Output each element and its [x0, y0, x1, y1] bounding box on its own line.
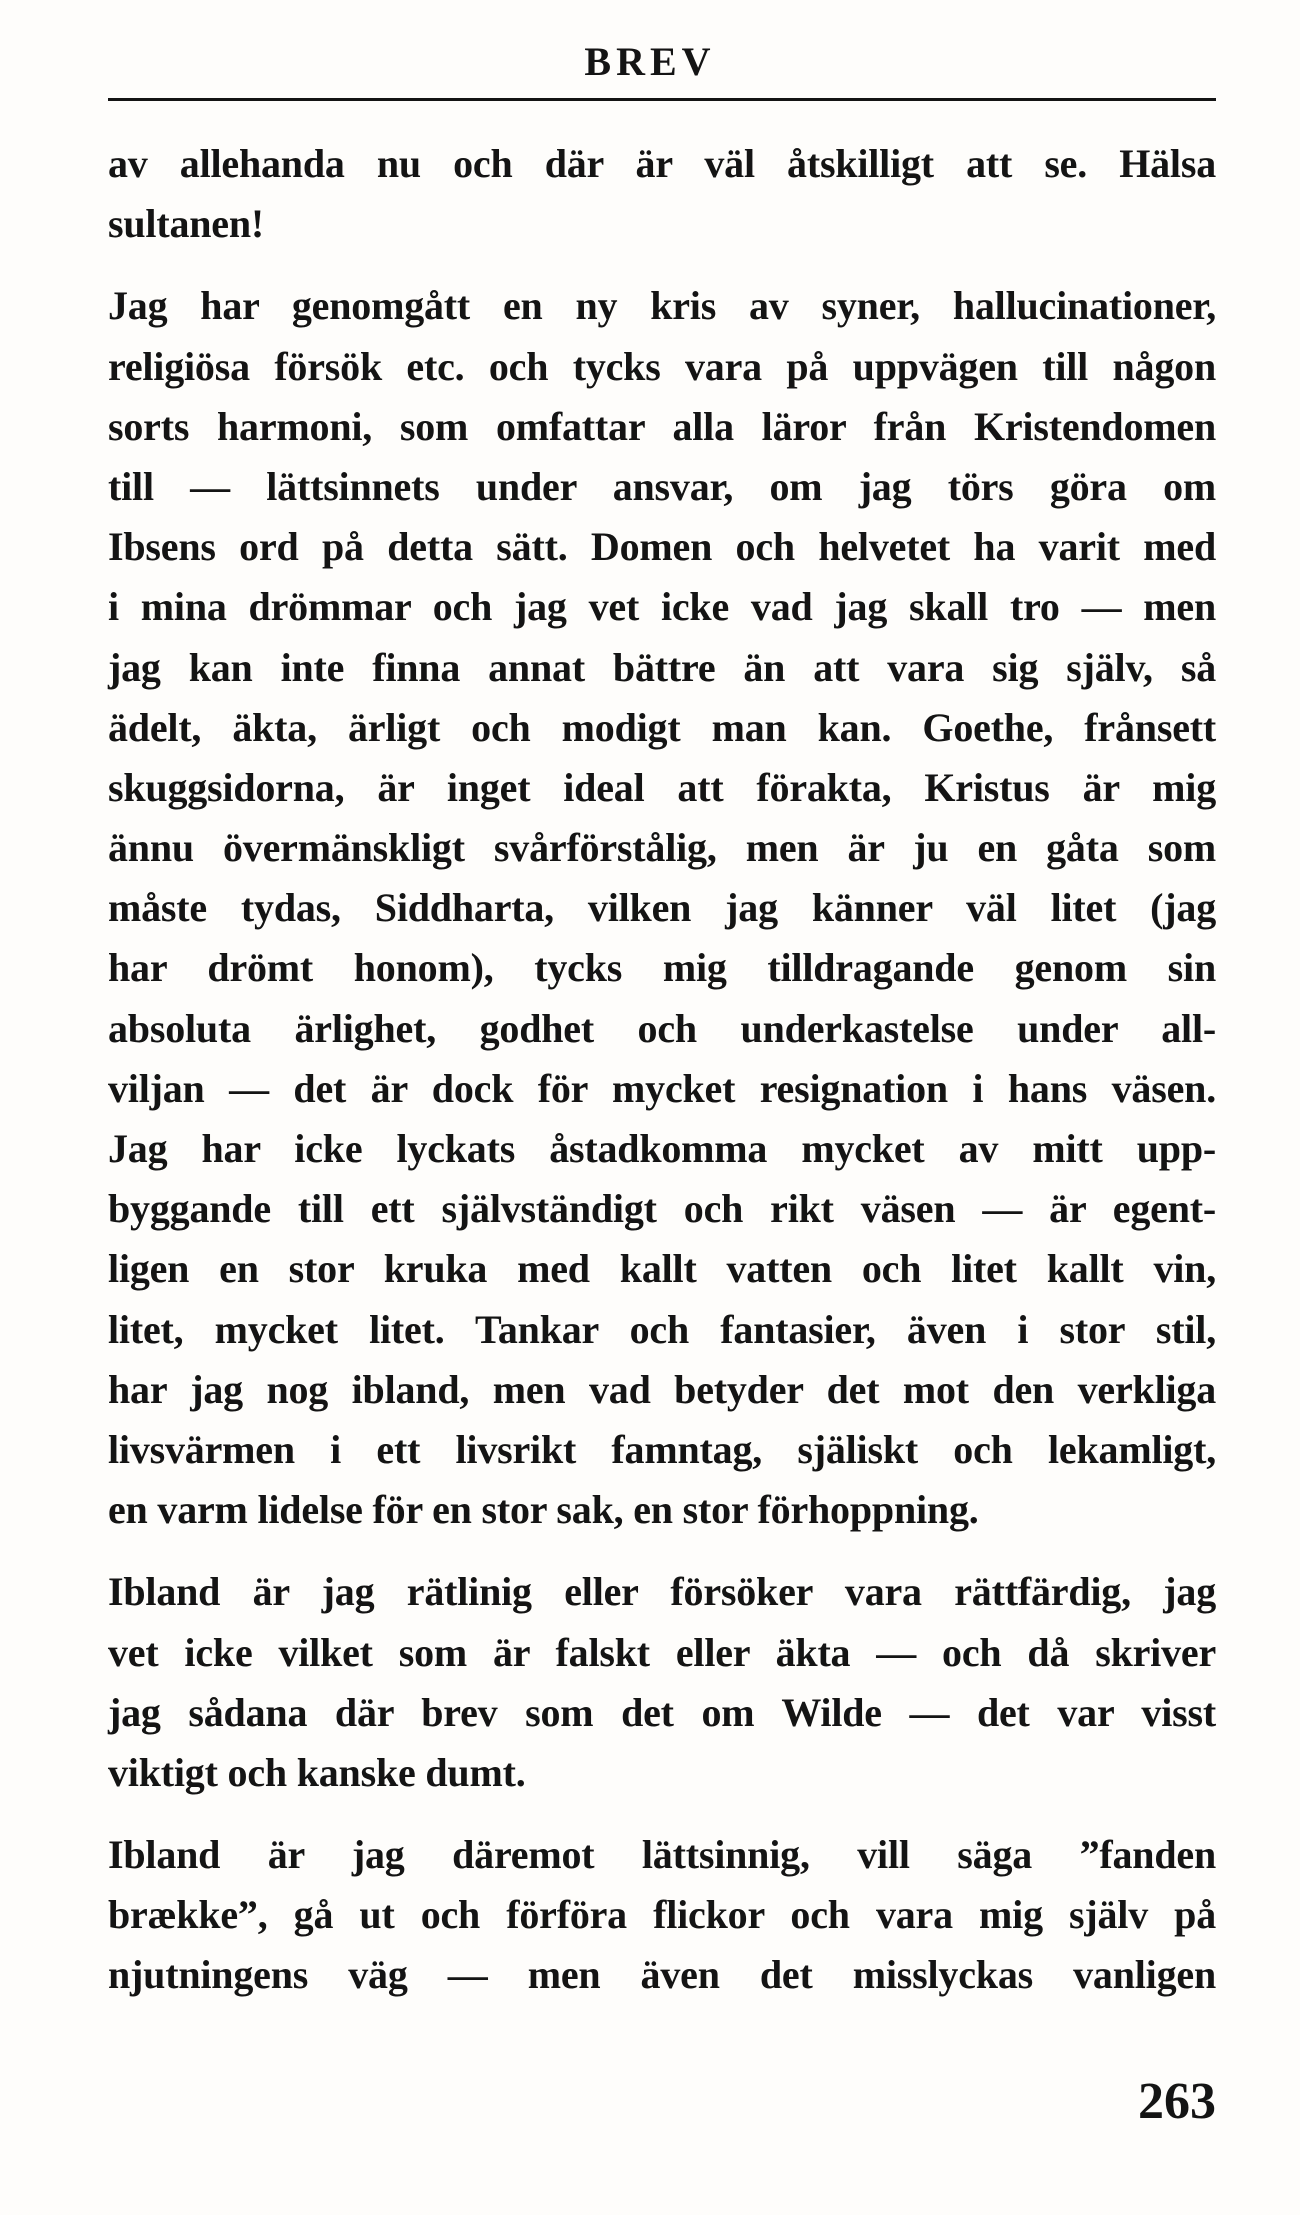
page-number: 263	[1138, 2073, 1216, 2130]
text-line: Ibland är jag rätlinig eller försöker vara rättfärdig, jag	[108, 1569, 1216, 1615]
text-line: ligen en stor kruka med kallt vatten och litet kallt vin,	[108, 1246, 1216, 1292]
running-head: BREV	[584, 39, 716, 84]
text-line: har jag nog ibland, men vad betyder det mot den verkliga	[108, 1366, 1216, 1412]
text-line: Ibland är jag däremot lättsinnig, vill säga ”fanden	[108, 1832, 1216, 1878]
text-line: viktigt och kanske dumt.	[108, 1749, 526, 1795]
text-line: absoluta ärlighet, godhet och underkastelse under all-	[108, 1005, 1216, 1051]
text-line: ädelt, äkta, ärligt och modigt man kan. Goethe, frånsett	[108, 704, 1216, 750]
text-line: jag sådana där brev som det om Wilde — det var visst	[108, 1689, 1216, 1735]
text-line: sultanen!	[108, 201, 265, 247]
body-text	[108, 134, 1216, 2006]
text-line: litet, mycket litet. Tankar och fantasier, även i stor stil,	[108, 1306, 1216, 1352]
text-line: viljan — det är dock för mycket resignation i hans väsen.	[108, 1065, 1216, 1111]
text-line: brække”, gå ut och förföra flickor och vara mig själv på	[108, 1892, 1216, 1938]
text-line: njutningens väg — men även det misslyckas vanligen	[108, 1952, 1216, 1998]
text-line: Ibsens ord på detta sätt. Domen och helvetet ha varit med	[108, 524, 1216, 570]
text-line: skuggsidorna, är inget ideal att förakta, Kristus är mig	[108, 764, 1216, 810]
text-line: sorts harmoni, som omfattar alla läror från Kristendomen	[108, 403, 1216, 449]
text-line: ännu övermänskligt svårförstålig, men är ju en gåta som	[108, 825, 1216, 871]
text-line: måste tydas, Siddharta, vilken jag känner väl litet (jag	[108, 885, 1216, 931]
text-line: jag kan inte finna annat bättre än att vara sig själv, så	[108, 644, 1216, 690]
text-line: en varm lidelse för en stor sak, en stor förhoppning.	[108, 1487, 979, 1533]
text-line: Jag har genomgått en ny kris av syner, hallucinationer,	[108, 283, 1216, 329]
text-line: byggande till ett självständigt och rikt väsen — är egent-	[108, 1186, 1216, 1232]
text-line: i mina drömmar och jag vet icke vad jag skall tro — men	[108, 584, 1216, 630]
text-line: av allehanda nu och där är väl åtskilligt att se. Hälsa	[108, 141, 1216, 186]
text-line: har drömt honom), tycks mig tilldragande genom sin	[108, 945, 1216, 991]
text-line: till — lättsinnets under ansvar, om jag törs göra om	[108, 463, 1216, 509]
text-line: vet icke vilket som är falskt eller äkta — och då skriver	[108, 1629, 1216, 1675]
text-line: Jag har icke lyckats åstadkomma mycket av mitt upp-	[108, 1126, 1216, 1171]
text-line: livsvärmen i ett livsrikt famntag, själiskt och lekamligt,	[108, 1426, 1216, 1472]
text-line: religiösa försök etc. och tycks vara på uppvägen till någon	[108, 343, 1216, 389]
header-rule	[108, 98, 1216, 101]
